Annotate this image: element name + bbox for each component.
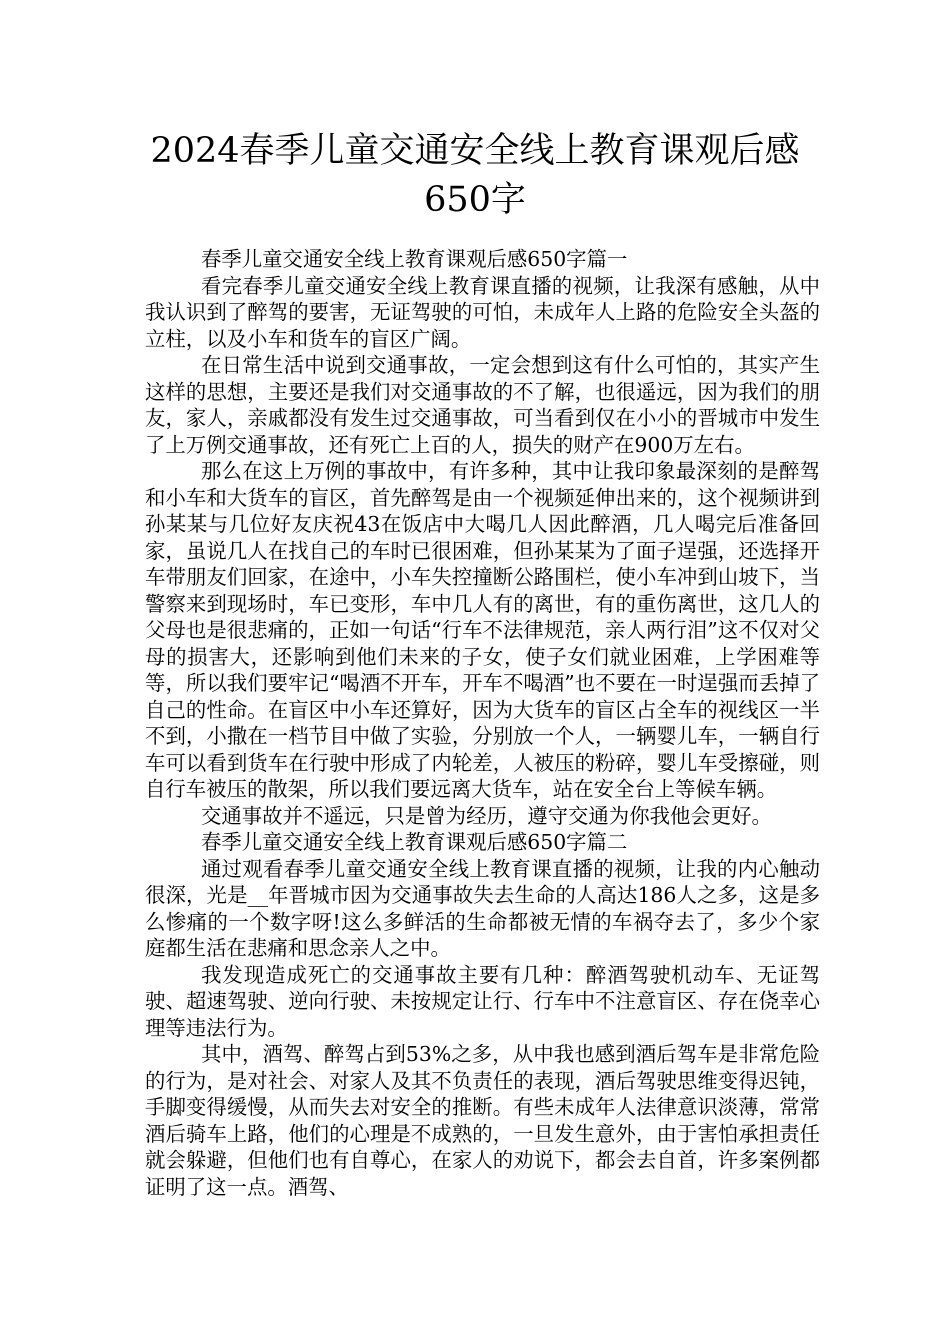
paragraph: 那么在这上万例的事故中，有许多种，其中让我印象最深刻的是醉驾和小车和大货车的盲区，首先醉驾是由一个视频延伸出来的，这个视频讲到孙某某与几位好友庆祝43在饭店中大喝几人因此醉酒，几人喝完后准备回家，虽说几人在找自己的车时已很困难，但孙某某为了面子逞强，还选择开车带朋友们回家，在途中，小车失控撞断公路围栏，使小车冲到山坡下，当警察来到现场时，车已变形，车中几人有的离世，有的重伤离世，这几人的父母也是很悲痛的，正如一句话“行车不法律规范，亲人两行泪”这不仅对父母的损害大，还影响到他们未来的子女，使子女们就业困难，上学困难等等，所以我们要牢记“喝酒不开车，开车不喝酒”也不要在一时逞强而丢掉了自己的性命。在盲区中小车还算好，因为大货车的盲区占全车的视线区一半不到，小撒在一档节目中做了实验，分别放一个人，一辆婴儿车，一辆自行车可以看到货车在行驶中形成了内轮差，人被压的粉碎，婴儿车受擦碰，则自行车被压的散架，所以我们要远离大货车，站在安全台上等候车辆。 [145,459,820,801]
title-line-1: 2024春季儿童交通安全线上教育课观后感 [150,131,800,171]
paragraph: 看完春季儿童交通安全线上教育课直播的视频，让我深有感触，从中我认识到了醉驾的要害，无证驾驶的可怕，未成年人上路的危险安全头盔的立柱，以及小车和货车的盲区广阔。 [145,273,820,351]
section-heading-1: 春季儿童交通安全线上教育课观后感650字篇一 [201,247,628,271]
paragraph: 在日常生活中说到交通事故，一定会想到这有什么可怕的，其实产生这样的思想，主要还是我们对交通事故的不了解，也很遥远，因为我们的朋友，家人，亲戚都没有发生过交通事故，可当看到仅在小小的晋城市中发生了上万例交通事故，还有死亡上百的人，损失的财产在900万左右。 [145,353,820,457]
title-line-2: 650字 [424,180,526,220]
paragraph: 其中，酒驾、醉驾占到53%之多，从中我也感到酒后驾车是非常危险的行为，是对社会、对家人及其不负责任的表现，酒后驾驶思维变得迟钝，手脚变得缓慢，从而失去对安全的推断。有些未成年人法律意识淡薄，常常酒后骑车上路，他们的心理是不成熟的，一旦发生意外，由于害怕承担责任就会躲避，但他们也有自尊心，在家人的劝说下，都会去自首，许多案例都证明了这一点。酒驾、 [145,1042,820,1199]
paragraph: 交通事故并不遥远，只是曾为经历，遵守交通为你我他会更好。 [201,803,772,828]
paragraph: 通过观看春季儿童交通安全线上教育课直播的视频，让我的内心触动很深，光是__年晋城市因为交通事故失去生命的人高达186人之多，这是多么惨痛的一个数字呀!这么多鲜活的生命都被无情的车祸夺去了，多少个家庭都生活在悲痛和思念亲人之中。 [145,856,820,960]
section-heading-2: 春季儿童交通安全线上教育课观后感650字篇二 [201,830,628,854]
document-body [145,246,820,1200]
paragraph: 我发现造成死亡的交通事故主要有几种：醉酒驾驶机动车、无证驾驶、超速驾驶、逆向行驶、未按规定让行、行车中不注意盲区、存在侥幸心理等违法行为。 [145,962,820,1040]
document-title [0,127,950,225]
